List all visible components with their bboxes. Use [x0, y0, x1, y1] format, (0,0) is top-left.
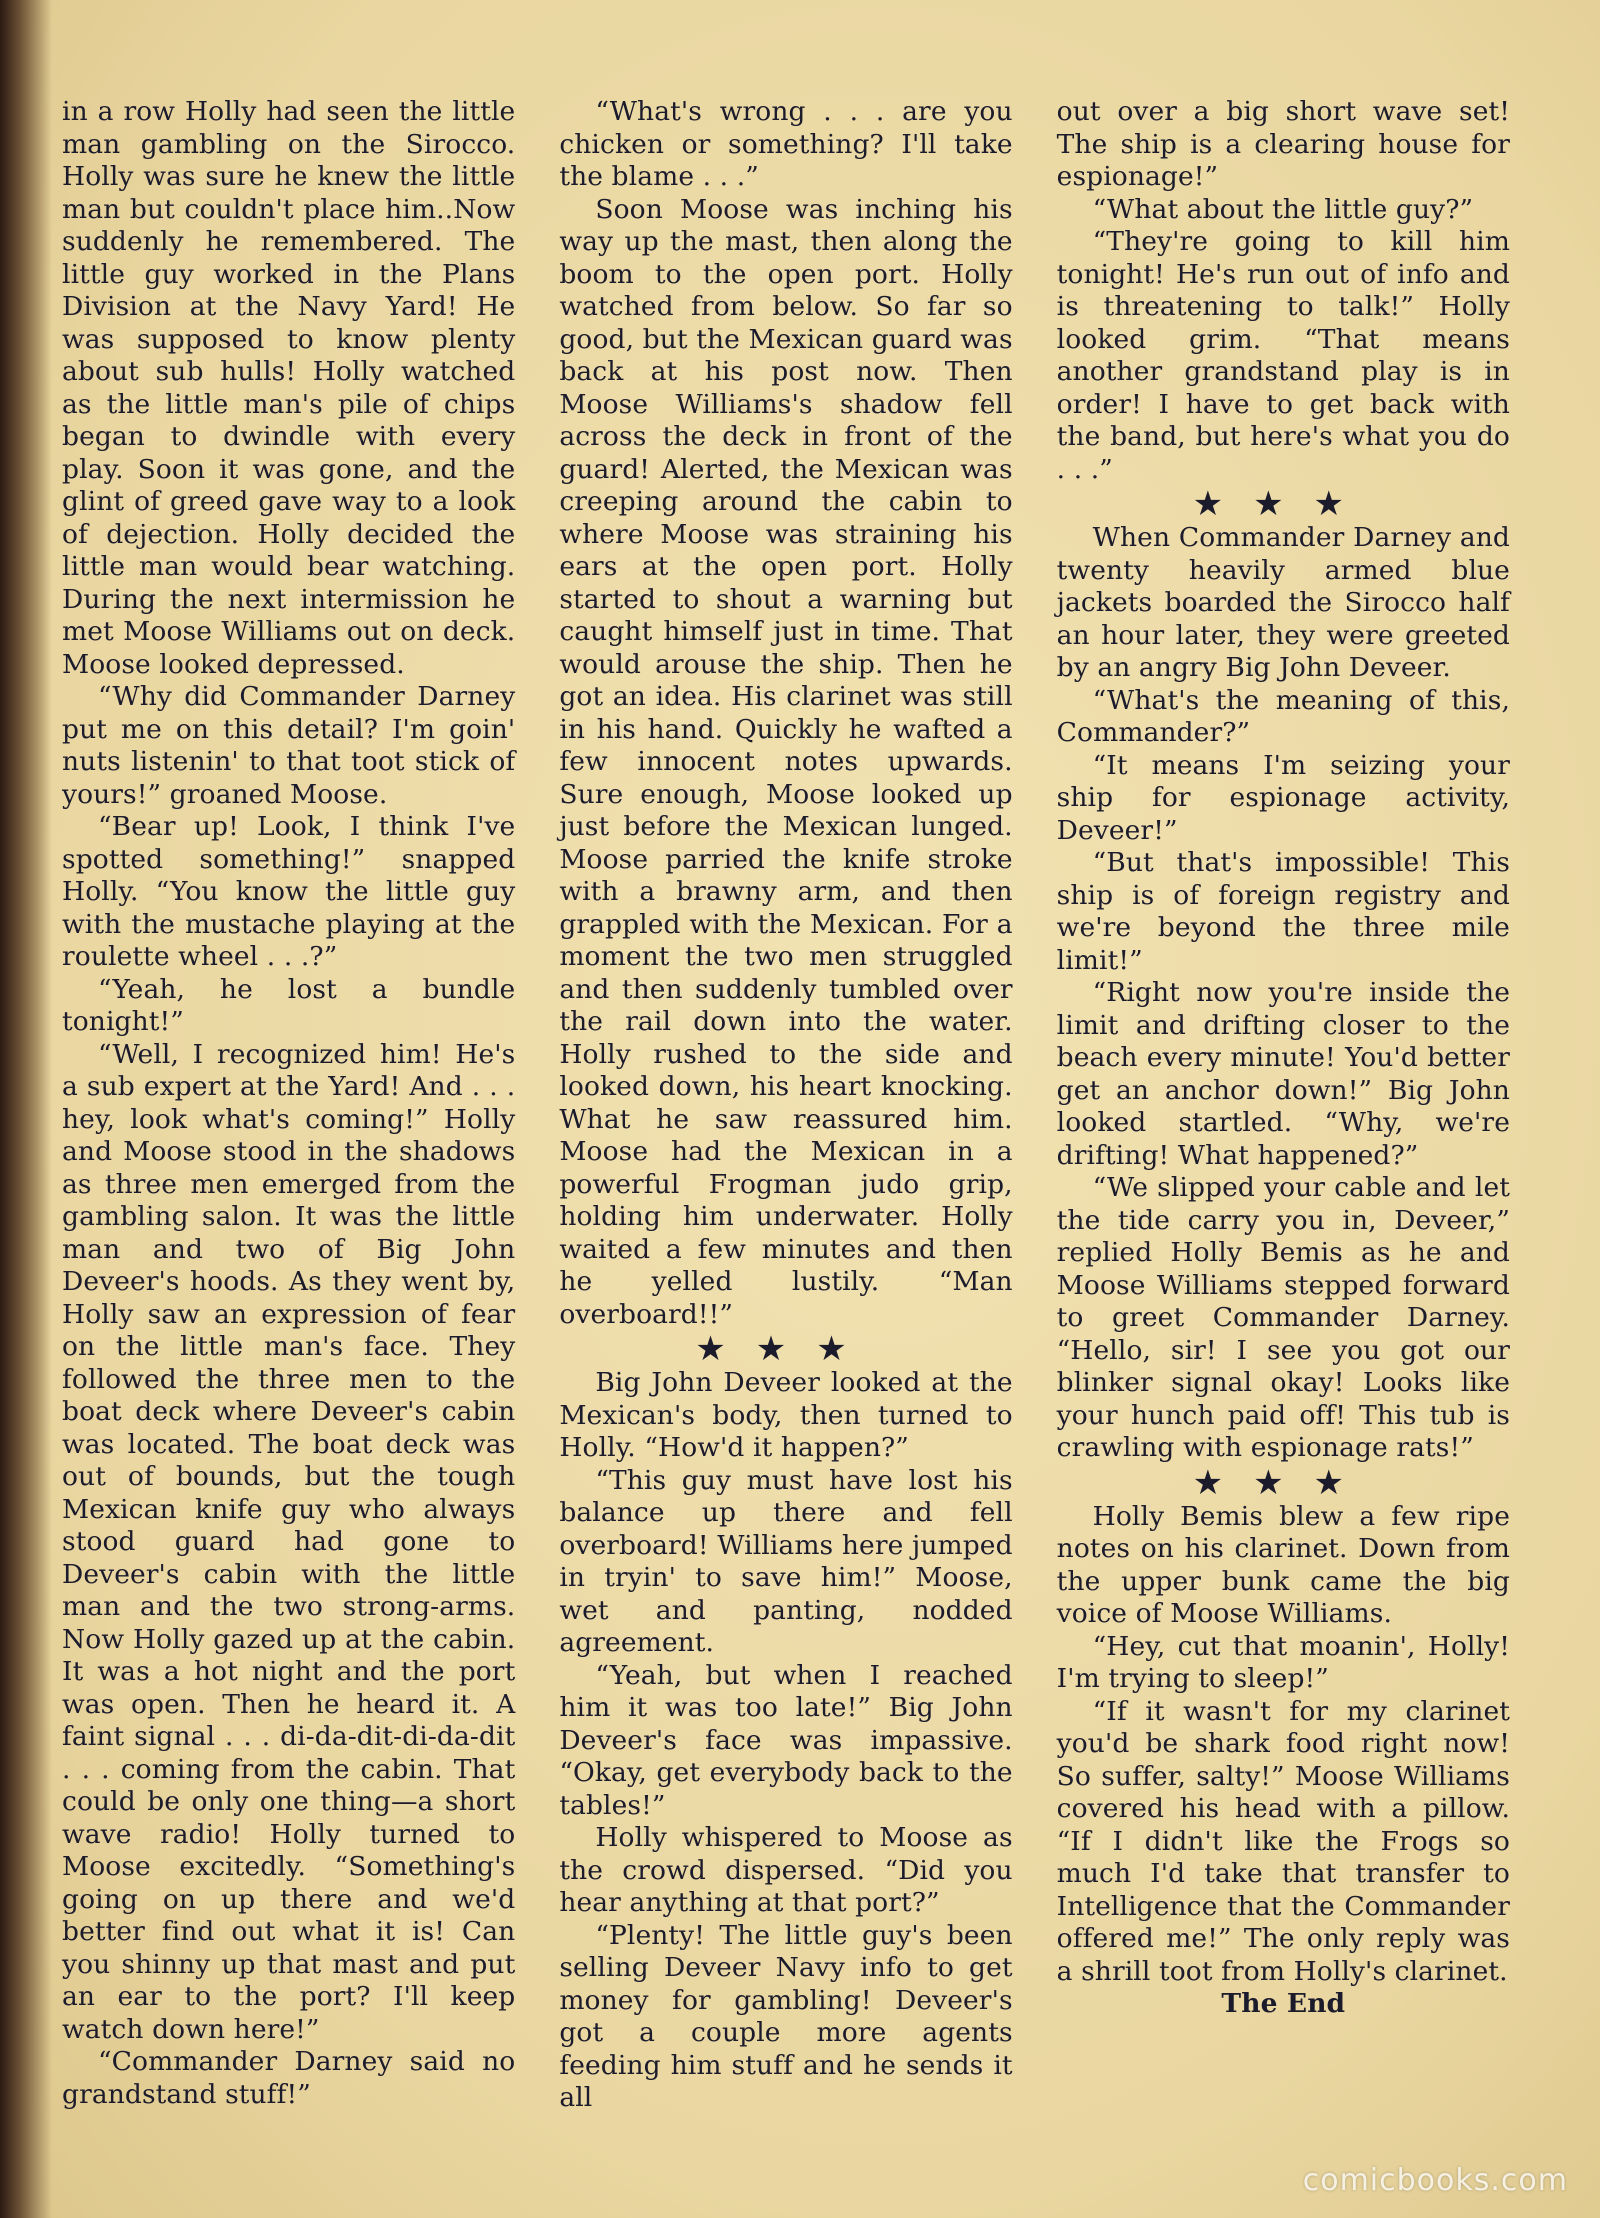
text-column-1 [62, 96, 516, 2110]
story-paragraph: “Bear up! Look, I think I've spotted something!” snapped Holly. “You know the little guy with the mustache playing at the roulette wheel . . .?” [62, 811, 516, 972]
story-paragraph: Holly whispered to Moose as the crowd dispersed. “Did you hear anything at that port?” [559, 1822, 1013, 1918]
story-paragraph: “Hey, cut that moanin', Holly! I'm trying to sleep!” [1056, 1630, 1510, 1694]
book-spine-shadow [0, 0, 52, 2218]
story-paragraph: When Commander Darney and twenty heavily armed blue jackets boarded the Sirocco half an hour later, they were greeted by an angry Big John Deveer. [1056, 522, 1510, 683]
text-column-3 [1057, 96, 1510, 2086]
story-paragraph: “Plenty! The little guy's been selling Deveer Navy info to get money for gambling! Deveer's got a couple more agents feeding him stuff and he sends it all [559, 1919, 1013, 2113]
section-break-stars: ★★★ [1192, 1462, 1375, 1503]
story-paragraph: “What's the meaning of this, Commander?” [1056, 684, 1510, 748]
story-paragraph: “Yeah, but when I reached him it was too late!” Big John Deveer's face was impassive. “Okay, get everybody back to the tables!” [559, 1659, 1013, 1821]
section-break-stars: ★★★ [695, 1329, 877, 1369]
story-paragraph: Soon Moose was inching his way up the mast, then along the boom to the open port. Holly watched from below. So far so good, but the Mexican guard was back at his post now. Then Moose Williams's shadow fell across the deck in front of the guard! Alerted, the Mexican was creeping around the cabin to where Moose was straining his ears at the open port. Holly started to shout a warning but caught himself just in time. That would arouse the ship. Then he got an idea. His clarinet was still in his hand. Quickly he wafted a few innocent notes upwards. Sure enough, Moose looked up just before the Mexican lunged. Moose parried the knife stroke with a brawny arm, and then grappled with the Mexican. For a moment the two men struggled and then suddenly tumbled over the rail down into the water. Holly rushed to the side and looked down, his heart knocking. What he saw reassured him. Moose had the Mexican in a powerful Frogman judo grip, holding him underwater. Holly waited a few minutes and then he yelled lustily. “Man overboard!!” [559, 193, 1013, 1330]
story-paragraph: “But that's impossible! This ship is of foreign registry and we're beyond the three mile limit!” [1056, 847, 1510, 976]
story-text-columns [62, 96, 1510, 2113]
story-paragraph: “Well, I recognized him! He's a sub expert at the Yard! And . . . hey, look what's coming!” Holly and Moose stood in the shadows as three men emerged from the gambling salon. It was the little man and two of Big John Deveer's hoods. As they went by, Holly saw an expression of fear on the little man's face. They followed the three men to the boat deck where Deveer's cabin was located. The boat deck was out of bounds, but the tough Mexican knife guy who always stood guard had gone to Deveer's cabin with the little man and the two strong-arms. Now Holly gazed up at the cabin. It was a hot night and the port was open. Then he heard it. A faint signal . . . di-da-dit-di-da-dit . . . coming from the cabin. That could be only one thing—a short wave radio! Holly turned to Moose excitedly. “Something's going on up there and we'd better find out what it is! Can you shinny up that mast and put an ear to the port? I'll keep watch down here!” [62, 1038, 516, 2045]
story-paragraph: “Why did Commander Darney put me on this detail? I'm goin' nuts listenin' to that toot stick of yours!” groaned Moose. [62, 681, 516, 810]
story-paragraph: “It means I'm seizing your ship for espionage activity, Deveer!” [1056, 749, 1510, 846]
story-paragraph: “They're going to kill him tonight! He's run out of info and is threatening to talk!” Holly looked grim. “That means another grandstand play is in order! I have to get back with the band, but here's what you do . . .” [1056, 226, 1510, 485]
story-paragraph: “Yeah, he lost a bundle tonight!” [62, 973, 516, 1037]
story-paragraph: “What about the little guy?” [1092, 193, 1474, 225]
story-paragraph: out over a big short wave set! The ship is a clearing house for espionage!” [1056, 96, 1510, 192]
story-paragraph: “This guy must have lost his balance up there and fell overboard! Williams here jumped in tryin' to save him!” Moose, wet and panting, nodded agreement. [559, 1464, 1013, 1658]
story-paragraph: “Right now you're inside the limit and drifting closer to the beach every minute! You'd better get an anchor down!” Big John looked startled. “Why, we're drifting! What happened?” [1056, 977, 1510, 1171]
text-column-2 [559, 96, 1013, 2113]
section-break-stars: ★★★ [1192, 484, 1375, 524]
site-watermark: comicbooks.com [1302, 2163, 1568, 2198]
story-paragraph: “Commander Darney said no grandstand stuff!” [62, 2046, 516, 2110]
story-paragraph: “If it wasn't for my clarinet you'd be shark food right now! So suffer, salty!” Moose Williams covered his head with a pillow. “If I didn't like the Frogs so much I'd take that transfer to Intelligence that the Commander offered me!” The only reply was a shrill toot from Holly's clarinet. [1056, 1695, 1510, 1987]
the-end-label: The End [1221, 1988, 1346, 2019]
story-paragraph: Holly Bemis blew a few ripe notes on his clarinet. Down from the upper bunk came the big voice of Moose Williams. [1056, 1500, 1510, 1629]
story-paragraph: in a row Holly had seen the little man gambling on the Sirocco. Holly was sure he knew the little man but couldn't place him..Now suddenly he remembered. The little guy worked in the Plans Division at the Navy Yard! He was supposed to know plenty about sub hulls! Holly watched as the little man's pile of chips began to dwindle with every play. Soon it was gone, and the glint of greed gave way to a look of dejection. Holly decided the little man would bear watching. During the next intermission he met Moose Williams out on deck. Moose looked depressed. [62, 96, 516, 680]
story-paragraph: “We slipped your cable and let the tide carry you in, Deveer,” replied Holly Bemis as he and Moose Williams stepped forward to greet Commander Darney. “Hello, sir! I see you got our blinker signal okay! Looks like your hunch paid off! This tub is crawling with espionage rats!” [1056, 1172, 1510, 1463]
story-paragraph: Big John Deveer looked at the Mexican's body, then turned to Holly. “How'd it happen?” [559, 1367, 1013, 1463]
story-paragraph: “What's wrong . . . are you chicken or something? I'll take the blame . . .” [559, 96, 1013, 192]
